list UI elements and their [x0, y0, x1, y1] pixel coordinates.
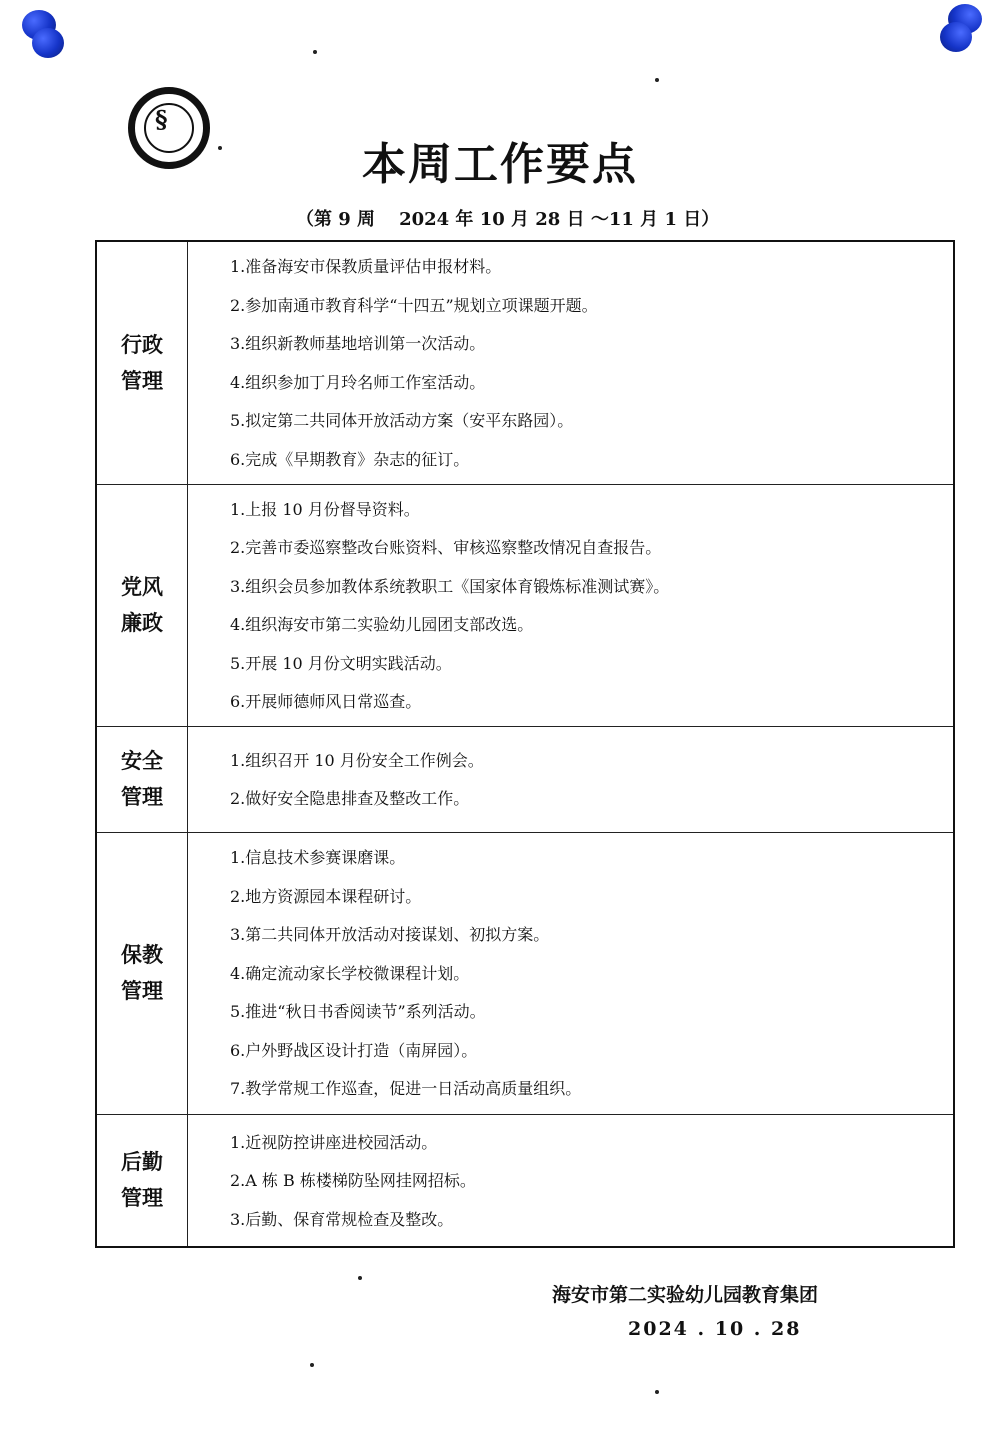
- week-subtitle: [296, 205, 719, 231]
- work-points-table: [95, 240, 955, 1248]
- category-cell: [96, 484, 188, 726]
- list-item: 2.做好安全隐患排查及整改工作。: [230, 789, 470, 808]
- list-item: 1.准备海安市保教质量评估申报材料。: [230, 257, 502, 277]
- speck: [358, 1276, 362, 1280]
- category-label: 管理: [121, 368, 163, 393]
- category-label: 后勤: [121, 1150, 163, 1175]
- items-cell: [188, 241, 955, 484]
- items-cell: [188, 726, 955, 832]
- category-label: 安全: [121, 749, 163, 773]
- list-item: 1.近视防控讲座进校园活动。: [230, 1132, 438, 1152]
- table-row: [96, 832, 954, 1114]
- list-item: 6.户外野战区设计打造（南屏园）。: [230, 1040, 478, 1060]
- items-cell: [188, 832, 955, 1114]
- list-item: 2.完善市委巡察整改台账资料、审核巡察整改情况自查报告。: [230, 538, 662, 557]
- category-cell: [96, 241, 188, 484]
- speck: [310, 1363, 314, 1367]
- category-label: 廉政: [121, 611, 163, 635]
- list-item: 5.开展 10 月份文明实践活动。: [230, 653, 452, 673]
- speck: [655, 78, 659, 82]
- table-row: [96, 1114, 954, 1247]
- list-item: 4.确定流动家长学校微课程计划。: [230, 963, 470, 983]
- week-label: （第 9 周: [296, 209, 376, 230]
- speck: [655, 1390, 659, 1394]
- speck: [313, 50, 317, 54]
- table-row: [96, 241, 954, 484]
- category-label: 党风: [121, 575, 163, 599]
- list-item: 5.拟定第二共同体开放活动方案（安平东路园）。: [230, 411, 574, 431]
- list-item: 3.第二共同体开放活动对接谋划、初拟方案。: [230, 925, 550, 945]
- category-cell: [96, 726, 188, 832]
- list-item: 1.上报 10 月份督导资料。: [230, 499, 420, 519]
- category-label: 管理: [121, 979, 163, 1003]
- push-pin-icon: [938, 2, 984, 58]
- table-row: [96, 726, 954, 832]
- list-item: 6.开展师德师风日常巡查。: [230, 692, 422, 711]
- category-cell: [96, 1114, 188, 1247]
- speck: [218, 146, 222, 150]
- page-title: 本周工作要点: [362, 139, 638, 190]
- list-item: 4.组织海安市第二实验幼儿园团支部改选。: [230, 615, 534, 634]
- date-range: 2024 年 10 月 28 日 ～11 月 1 日）: [399, 209, 720, 230]
- list-item: 2.地方资源园本课程研讨。: [230, 886, 422, 906]
- category-label: 保教: [121, 943, 163, 967]
- list-item: 3.组织新教师基地培训第一次活动。: [230, 334, 486, 354]
- list-item: 4.组织参加丁月玲名师工作室活动。: [230, 372, 486, 392]
- list-item: 5.推进“秋日书香阅读节”系列活动。: [230, 1002, 486, 1022]
- footer-date: 2024 . 10 . 28: [628, 1318, 802, 1340]
- list-item: 7.教学常规工作巡查，促进一日活动高质量组织。: [230, 1079, 582, 1099]
- list-item: 6.完成《早期教育》杂志的征订。: [230, 449, 470, 469]
- list-item: 2.参加南通市教育科学“十四五”规划立项课题开题。: [230, 295, 598, 315]
- category-label: 管理: [121, 785, 163, 809]
- list-item: 2.A 栋 B 栋楼梯防坠网挂网招标。: [230, 1171, 476, 1190]
- list-item: 3.组织会员参加教体系统教职工《国家体育锻炼标准测试赛》。: [230, 576, 670, 596]
- push-pin-icon: [20, 8, 66, 64]
- table-row: [96, 484, 954, 726]
- category-label: 行政: [121, 332, 163, 357]
- footer-organization: 海安市第二实验幼儿园教育集团: [552, 1284, 819, 1306]
- items-cell: [188, 1114, 955, 1247]
- list-item: 3.后勤、保育常规检查及整改。: [230, 1209, 454, 1229]
- category-label: 管理: [121, 1186, 163, 1211]
- list-item: 1.组织召开 10 月份安全工作例会。: [230, 750, 484, 770]
- school-logo-icon: §: [128, 87, 210, 169]
- list-item: 1.信息技术参赛课磨课。: [230, 848, 406, 868]
- items-cell: [188, 484, 955, 726]
- category-cell: [96, 832, 188, 1114]
